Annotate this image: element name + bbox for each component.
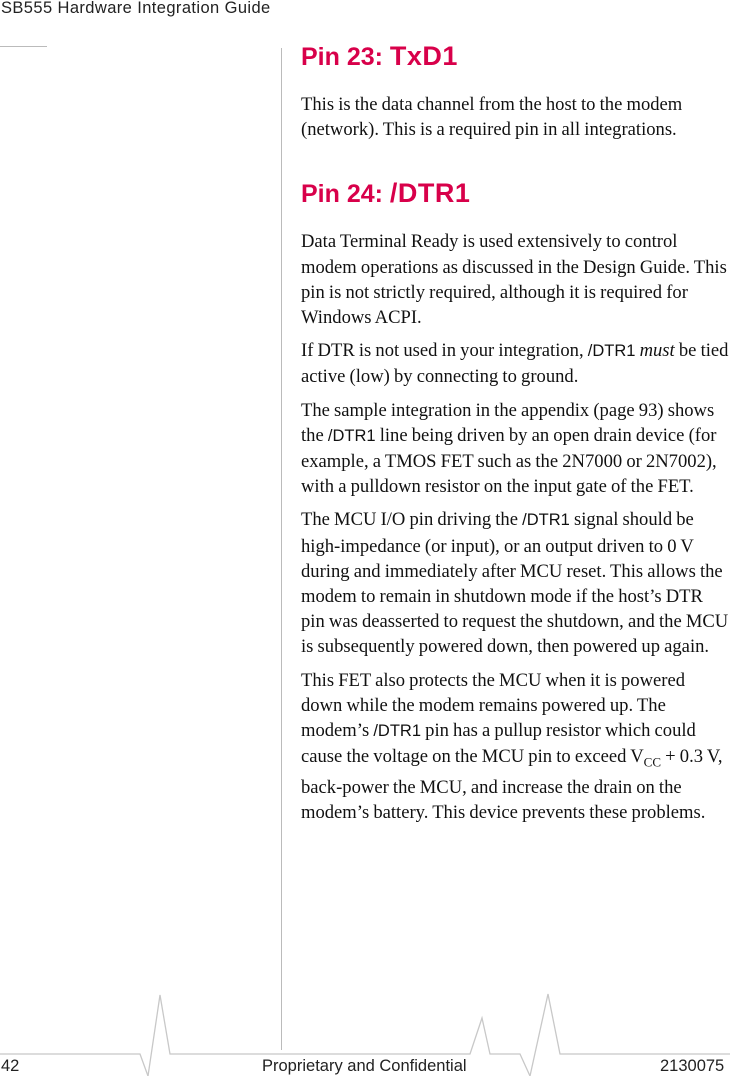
p2-text-a: If DTR is not used in your integration, (301, 340, 588, 362)
margin-rule (281, 48, 282, 1050)
pin-23-section (301, 40, 730, 142)
p4-text-b: signal should be high-impedance (or input), or an output driven to 0 V during and immediately after MCU reset. This allows the modem to remain in shutdown mode if the host’s DTR pin was deasserted to request the shutdown, and the MCU is subsequently powered down, then powered up again. (301, 509, 729, 658)
pin-24-heading (301, 177, 730, 210)
pin-23-description: This is the data channel from the host to the modem (network). This is a required pin in all integrations. (301, 94, 683, 141)
p5-text-c: + 0.3 V, back-power the MCU, and increase the drain on the modem’s battery. This device prevents these problems. (301, 746, 723, 824)
document-number: 2130075 (660, 1057, 725, 1075)
emphasis-must: must (639, 340, 675, 362)
p2-text-b: be tied active (low) by connecting to ground. (301, 340, 729, 388)
page-content (301, 40, 730, 826)
footer-confidentiality: Proprietary and Confidential (262, 1057, 467, 1075)
pin-24-heading-label: Pin 24: (301, 180, 390, 209)
pin-24-paragraph-5 (301, 668, 730, 826)
pin-24-paragraph-4 (301, 507, 730, 659)
header-rule (0, 46, 47, 47)
pin-24-paragraph-1: Data Terminal Ready is used extensively to control modem operations as discussed in the Design Guide. This pin is not strictly required, although it is required for Windows ACPI. (301, 231, 727, 329)
dtr1-signal-ref: /DTR1 (327, 426, 376, 445)
p5-text-b: pin has a pullup resistor which could cause the voltage on the MCU pin to exceed V (301, 720, 696, 768)
pin-23-signal-name: TxD1 (389, 41, 458, 71)
pin-23-heading (301, 40, 730, 73)
dtr1-signal-ref: /DTR1 (587, 342, 636, 361)
p3-text-a: The sample integration in the appendix (page 93) shows the (301, 399, 715, 446)
pin-24-paragraph-3 (301, 398, 730, 500)
vcc-subscript: CC (643, 754, 662, 770)
p5-text-a: This FET also protects the MCU when it is powered down while the modem remains powered up. The modem’s (301, 669, 686, 742)
dtr1-signal-ref: /DTR1 (373, 722, 421, 741)
p3-text-b: line being driven by an open drain device (for example, a TMOS FET such as the 2N7000 or 2N7002), with a pulldown resistor on the input gate of the FET. (301, 424, 717, 498)
dtr1-signal-ref: /DTR1 (522, 511, 570, 530)
pin-24-signal-name: /DTR1 (389, 178, 471, 209)
p4-text-a: The MCU I/O pin driving the (301, 509, 523, 531)
pin-24-paragraph-2 (301, 338, 730, 389)
pin-23-heading-label: Pin 23: (301, 43, 390, 71)
running-head: SB555 Hardware Integration Guide (1, 0, 271, 17)
pin-24-section (301, 177, 730, 825)
page-number: 42 (1, 1057, 20, 1075)
